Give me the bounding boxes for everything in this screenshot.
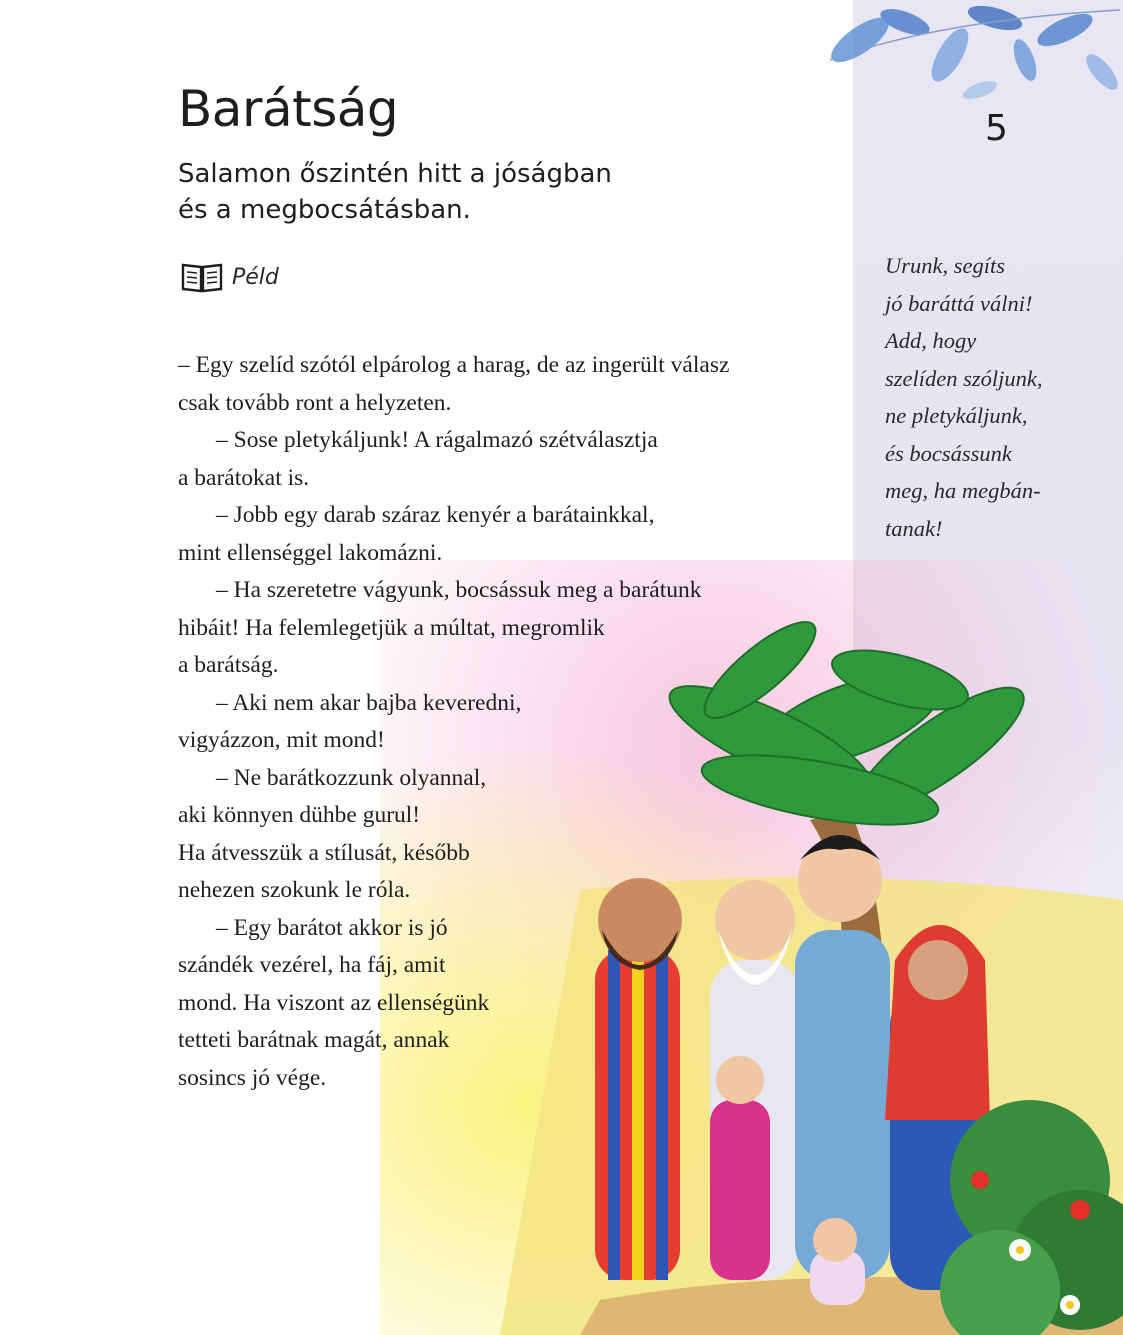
body-line: hibáit! Ha felemlegetjük a múltat, megromlik (178, 614, 605, 641)
body-line: szándék vezérel, ha fáj, amit (178, 952, 446, 978)
body-text (178, 347, 838, 1097)
page-number: 5 (985, 108, 1008, 149)
prayer-line: szelíden szóljunk, (885, 365, 1043, 391)
body-line: a barátság. (178, 652, 279, 678)
body-line: – Sose pletykáljunk! A rágalmazó szétválasztja (216, 427, 658, 453)
body-line: – Jobb egy darab száraz kenyér a barátainkkal, (216, 502, 655, 528)
body-line: – Egy szelíd szótól elpárolog a harag, de az ingerült válasz (178, 352, 730, 378)
body-line: mint ellenséggel lakomázni. (178, 539, 443, 566)
prayer-line: jó baráttá válni! (885, 290, 1033, 316)
prayer-line: meg, ha megbán- (885, 478, 1041, 503)
prayer-line: ne pletykáljunk, (885, 403, 1028, 428)
subtitle-line: Salamon őszintén hitt a jóságban (178, 159, 612, 189)
body-line: mond. Ha viszont az ellenségünk (178, 989, 490, 1016)
prayer-line: Add, hogy (885, 328, 977, 353)
page-subtitle (178, 156, 698, 228)
prayer-text (885, 247, 1085, 547)
body-line: – Aki nem akar bajba keveredni, (216, 689, 522, 716)
reference-label: Péld (232, 264, 279, 290)
subtitle-line: és a megbocsátásban. (178, 195, 471, 225)
body-line: vigyázzon, mit mond! (178, 727, 385, 753)
body-line: – Egy barátot akkor is jó (216, 914, 448, 941)
body-line: – Ha szeretetre vágyunk, bocsássuk meg a barátunk (216, 577, 702, 603)
body-line: a barátokat is. (178, 464, 310, 491)
body-line: – Ne barátkozzunk olyannal, (216, 764, 487, 791)
body-line: tetteti barátnak magát, annak (178, 1027, 450, 1053)
prayer-line: Urunk, segíts (885, 253, 1005, 278)
open-book-icon (180, 260, 224, 294)
watercolor-leaves-decoration (820, 0, 1123, 120)
prayer-line: tanak! (885, 515, 943, 541)
body-line: Ha átvesszük a stílusát, később (178, 839, 470, 866)
prayer-line: és bocsássunk (885, 440, 1012, 466)
body-line: sosincs jó vége. (178, 1064, 327, 1091)
body-line: aki könnyen dühbe gurul! (178, 802, 421, 828)
body-line: csak tovább ront a helyzeten. (178, 389, 452, 416)
scripture-reference (180, 260, 279, 294)
page-title: Barátság (178, 80, 399, 138)
body-line: nehezen szokunk le róla. (178, 877, 411, 903)
